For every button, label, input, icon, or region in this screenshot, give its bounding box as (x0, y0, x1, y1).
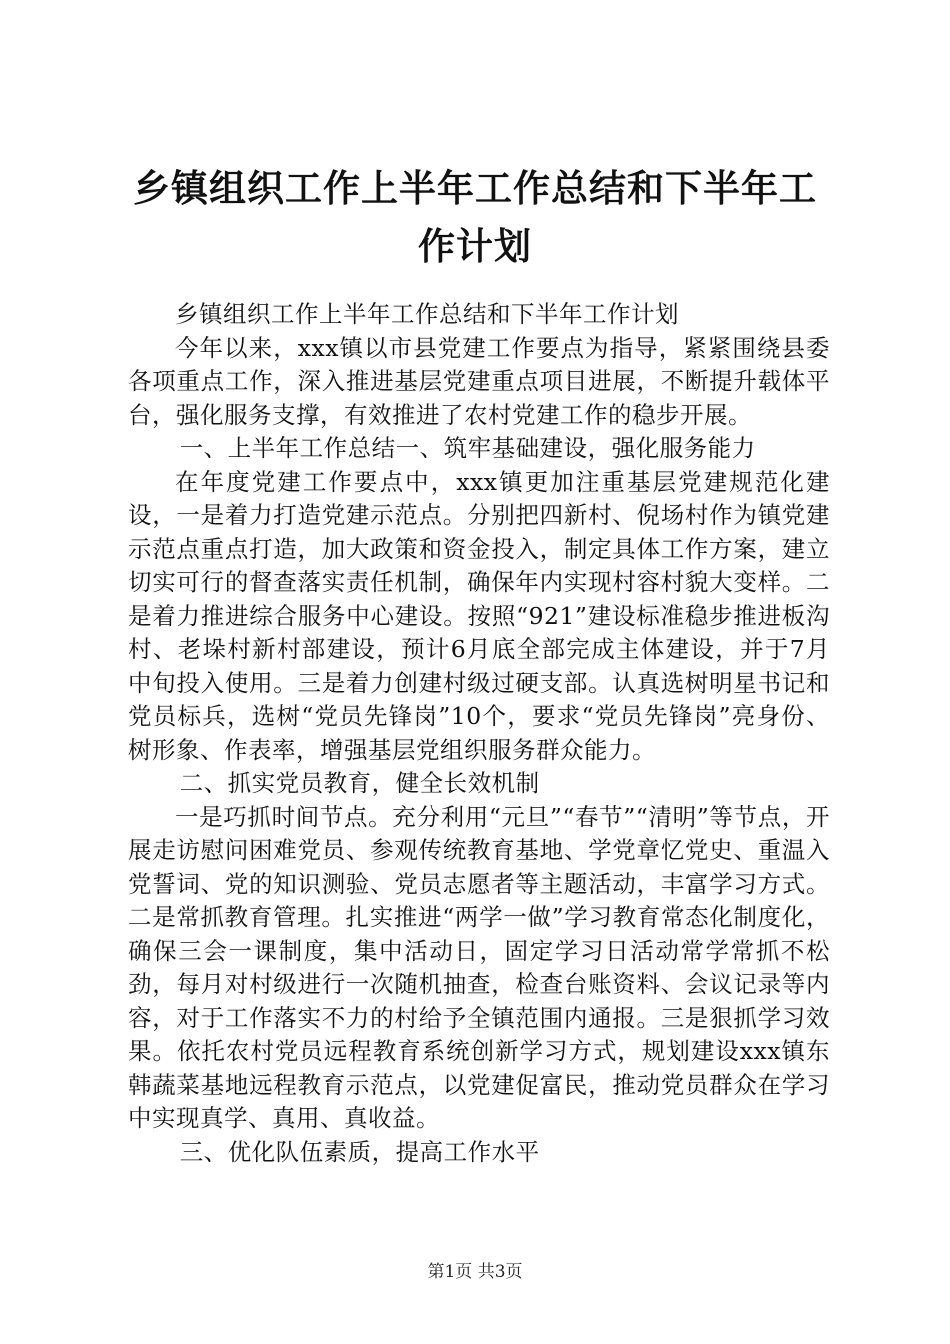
page-number-footer: 第1页 共3页 (427, 1262, 523, 1282)
section-paragraph-1: 在年度党建工作要点中，xxx镇更加注重基层党建规范化建设，一是着力打造党建示范点。分别把四新村、倪场村作为镇党建示范点重点打造，加大政策和资金投入，制定具体工作方案，建立切实可行的督查落实责任机制，确保年内实现村容村貌大变样。二是着力推进综合服务中心建设。按照“921”建设标准稳步推进板沟村、老垛村新村部建设，预计6月底全部完成主体建设，并于7月中旬投入使用。三是着力创建村级过硬支部。认真选树明星书记和党员标兵，选树“党员先锋岗”10个，要求“党员先锋岗”亮身份、树形象、作表率，增强基层党组织服务群众能力。 (128, 467, 830, 764)
document-title: 乡镇组织工作上半年工作总结和下半年工作计划 (133, 167, 817, 268)
section-heading-2: 二、抓实党员教育，健全长效机制 (179, 769, 540, 797)
intro-paragraph: 今年以来，xxx镇以市县党建工作要点为指导，紧紧围绕县委各项重点工作，深入推进基层党建重点项目进展，不断提升载体平台，强化服务支撑，有效推进了农村党建工作的稳步开展。 (128, 333, 830, 429)
subtitle-paragraph: 乡镇组织工作上半年工作总结和下半年工作计划 (175, 300, 679, 328)
document-body (128, 298, 830, 1169)
section-heading-3: 三、优化队伍素质，提高工作水平 (179, 1137, 540, 1166)
section-heading-1: 一、上半年工作总结一、筑牢基础建设，强化服务能力 (179, 434, 756, 462)
section-paragraph-2: 一是巧抓时间节点。充分利用“元旦”“春节”“清明”等节点，开展走访慰问困难党员、参观传统教育基地、学党章忆党史、重温入党誓词、党的知识测验、党员志愿者等主题活动，丰富学习方式。二是常抓教育管理。扎实推进“两学一做”学习教育常态化制度化，确保三会一课制度，集中活动日，固定学习日活动常学常抓不松劲，每月对村级进行一次随机抽查，检查台账资料、会议记录等内容，对于工作落实不力的村给予全镇范围内通报。三是狠抓学习效果。依托农村党员远程教育系统创新学习方式，规划建设xxx镇东韩蔬菜基地远程教育示范点，以党建促富民，推动党员群众在学习中实现真学、真用、真收益。 (128, 802, 830, 1132)
